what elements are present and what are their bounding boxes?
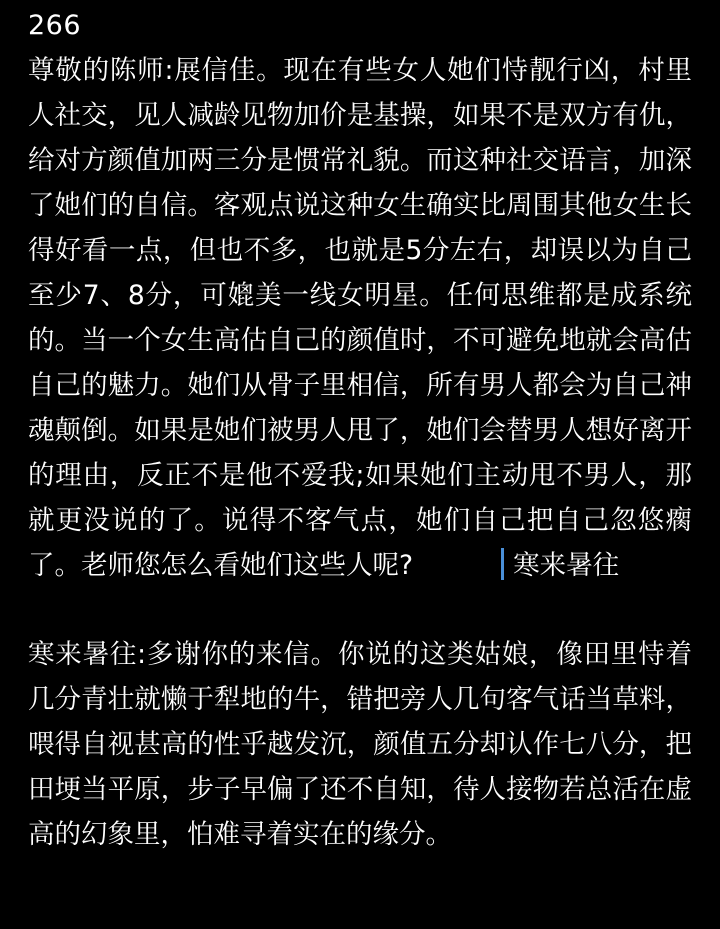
paragraph-gap <box>28 588 692 632</box>
reply-text: 寒来暑往:多谢你的来信。你说的这类姑娘，像田里恃着几分青壮就懒于犁地的牛，错把旁人几句客气话当草料，喂得自视甚高的性乎越发沉，颜值五分却认作七八分，把田埂当平原，步子早偏了还不自知，待人接物若总活在虚高的幻象里，怕难寻着实在的缘分。 <box>28 639 692 850</box>
text-cursor[interactable] <box>501 548 504 580</box>
letter-text: 尊敬的陈师:展信佳。现在有些女人她们恃靓行凶，村里人社交，见人减龄见物加价是基操，如果不是双方有仇，给对方颜值加两三分是惯常礼貌。而这种社交语言，加深了她们的自信。客观点说这种女生确实比周围其他女生长得好看一点，但也不多，也就是5分左右，却误以为自己至少7、8分，可媲美一线女明星。任何思维都是成系统的。当一个女生高估自己的颜值时，不可避免地就会高估自己的魅力。她们从骨子里相信，所有男人都会为自己神魂颠倒。如果是她们被男人甩了，她们会替男人想好离开的理由，反正不是他不爱我;如果她们主动甩不男人，那就更没说的了。说得不客气点，她们自己把自己忽悠瘸了。老师您怎么看她们这些人呢? <box>28 55 692 581</box>
page-number: 266 <box>28 10 82 41</box>
signature-block <box>499 543 619 588</box>
letter-signature: 寒来暑往 <box>513 550 620 581</box>
reply-text-block <box>28 632 692 857</box>
letter-text-block <box>28 48 692 588</box>
